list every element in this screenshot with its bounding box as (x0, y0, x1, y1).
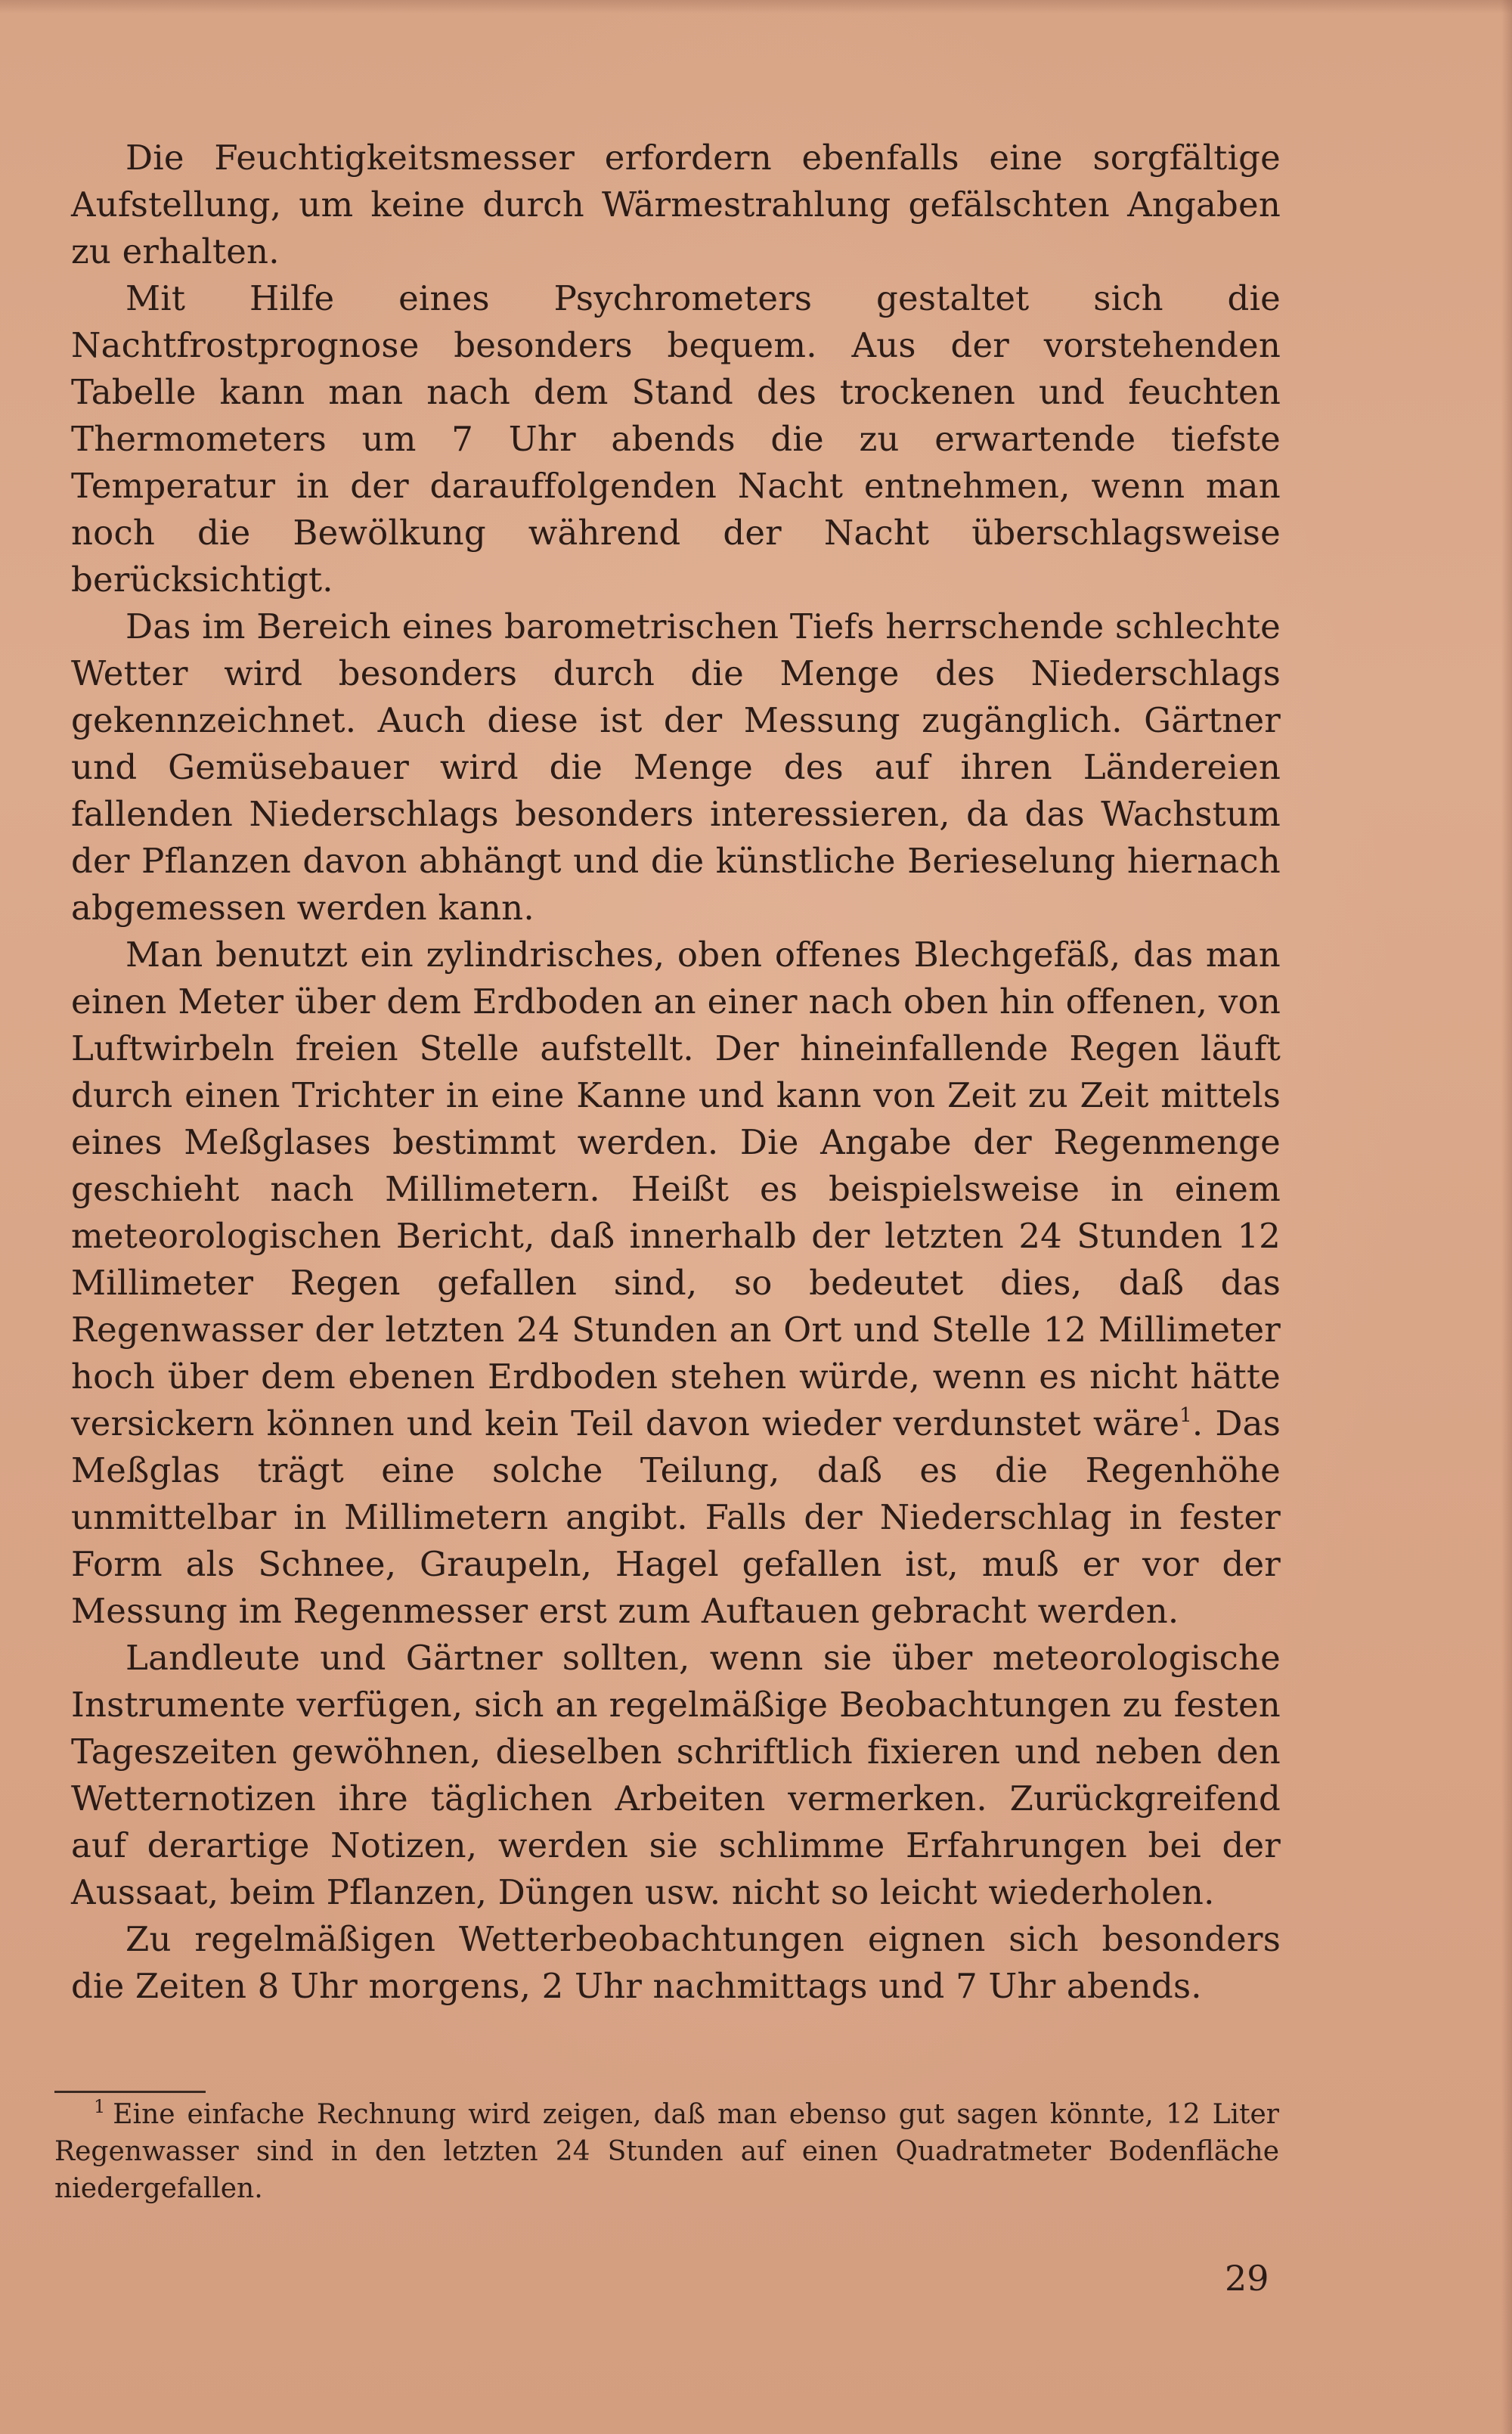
rain-gauge-text-before: Man benutzt ein zylindrisches, oben offenes Blechgefäß, das man einen Meter über dem Erdboden an einer nach oben hin offenen, von Luftwirbeln freien Stelle aufstellt. Der hineinfallende Regen läuft durch einen Trichter in eine Kanne und kann von Zeit zu Zeit mittels eines Meßglases bestimmt werden. Die Angabe der Regenmenge geschieht nach Millimetern. Heißt es beispielsweise in einem meteorologischen Bericht, daß innerhalb der letzten 24 Stunden 12 Millimeter Regen gefallen sind, so bedeutet dies, daß das Regenwasser der letzten 24 Stunden an Ort und Stelle 12 Millimeter hoch über dem ebenen Erdboden stehen würde, wenn es nicht hätte versickern können und kein Teil davon wieder verdunstet wäre (71, 935, 1281, 1443)
footnote-number: 1 (94, 2096, 106, 2117)
footnote-reference: 1 (1179, 1404, 1192, 1427)
footnote-text: Eine einfache Rechnung wird zeigen, daß man ebenso gut sagen könnte, 12 Liter Regenwasser sind in den letzten 24 Stunden auf einen Quadratmeter Bodenfläche niedergefallen. (54, 2099, 1279, 2204)
paragraph-psychrometer: Mit Hilfe eines Psychrometers gestaltet sich die Nachtfrostprognose besonders bequem. Aus der vorstehenden Tabelle kann man nach dem Stand des trockenen und feuchten Thermometers um 7 Uhr abends die zu erwartende tiefste Temperatur in der darauffolgenden Nacht entnehmen, wenn man noch die Bewölkung während der Nacht überschlagsweise berücksichtigt. (71, 278, 1281, 600)
rain-gauge-text-after: . Das Meßglas trägt eine solche Teilung, daß es die Regenhöhe unmittelbar in Millimetern angibt. Falls der Niederschlag in fester Form als Schnee, Graupeln, Hagel gefallen ist, muß er vor der Messung im Regenmesser erst zum Auftauen gebracht werden. (71, 1403, 1281, 1631)
paragraph-rain-gauge (71, 932, 1281, 1635)
body-text (71, 135, 1281, 2010)
paragraph-humidity-meters: Die Feuchtigkeitsmesser erfordern ebenfalls eine sorgfältige Aufstellung, um keine durch Wärmestrahlung gefälschten Angaben zu erhalten. (71, 138, 1281, 271)
paragraph-observations: Landleute und Gärtner sollten, wenn sie über meteorologische Instrumente verfügen, sich an regelmäßige Beobachtungen zu festen Tageszeiten gewöhnen, dieselben schriftlich fixieren und neben den Wetternotizen ihre täglichen Arbeiten vermerken. Zurückgreifend auf derartige Notizen, werden sie schlimme Erfahrungen bei der Aussaat, beim Pflanzen, Düngen usw. nicht so leicht wiederholen. (71, 1638, 1281, 1912)
footnote (54, 2096, 1279, 2207)
paragraph-observation-times: Zu regelmäßigen Wetterbeobachtungen eignen sich besonders die Zeiten 8 Uhr morgens, 2 Uhr nachmittags und 7 Uhr abends. (71, 1919, 1281, 2006)
footnote-divider (54, 2091, 206, 2093)
paragraph-precipitation: Das im Bereich eines barometrischen Tiefs herrschende schlechte Wetter wird besonders durch die Menge des Niederschlags gekennzeichnet. Auch diese ist der Messung zugänglich. Gärtner und Gemüsebauer wird die Menge des auf ihren Ländereien fallenden Niederschlags besonders interessieren, da das Wachstum der Pflanzen davon abhängt und die künstliche Berieselung hiernach abgemessen werden kann. (71, 606, 1281, 928)
page-number: 29 (1225, 2258, 1269, 2299)
